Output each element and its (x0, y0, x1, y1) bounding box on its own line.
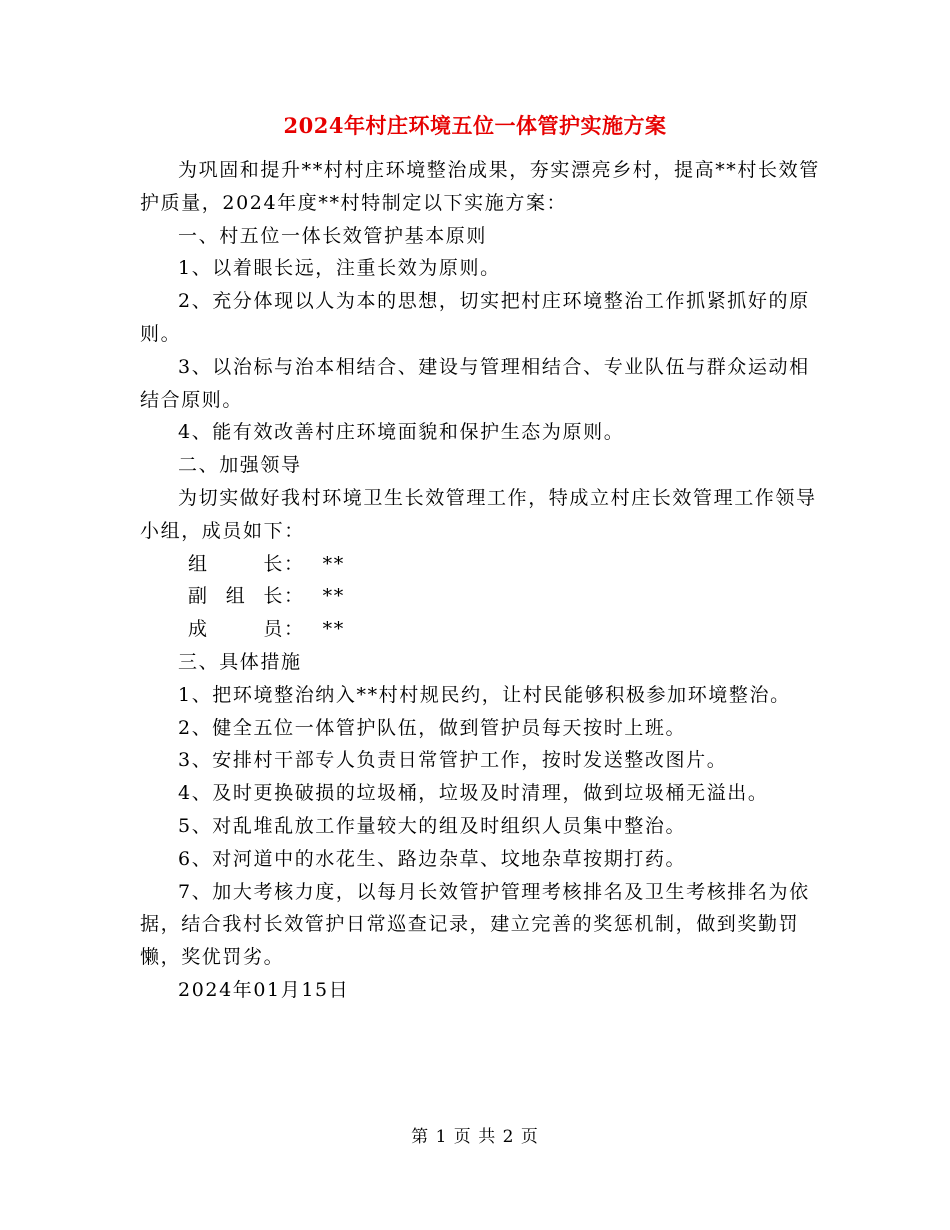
member-row-deputy (140, 580, 830, 613)
page-footer: 第 1 页 共 2 页 (411, 1127, 539, 1147)
section-heading-1: 一、村五位一体长效管护基本原则 (178, 224, 488, 247)
member-role: 成员 (188, 618, 284, 641)
document-date: 2024年01月15日 (178, 978, 350, 1001)
measure-1: 1、把环境整治纳入**村村规民约，让村民能够积极参加环境整治。 (178, 683, 791, 706)
member-name: ** (322, 585, 345, 608)
member-row-leader (140, 548, 830, 581)
member-role: 组长 (188, 552, 284, 575)
measure-5: 5、对乱堆乱放工作量较大的组及时组织人员集中整治。 (178, 814, 687, 837)
measure-7: 7、加大考核力度，以每月长效管护管理考核排名及卫生考核排名为依据，结合我村长效管护日常巡查记录，建立完善的奖惩机制，做到奖勤罚懒，奖优罚劣。 (140, 880, 810, 969)
principle-3: 3、以治标与治本相结合、建设与管理相结合、专业队伍与群众运动相结合原则。 (140, 355, 810, 411)
section-heading-3: 三、具体措施 (178, 650, 302, 673)
measure-3: 3、安排村干部专人负责日常管护工作，按时发送整改图片。 (178, 749, 728, 772)
member-name: ** (322, 618, 345, 641)
member-role: 副组长 (188, 585, 284, 608)
principle-2: 2、充分体现以人为本的思想，切实把村庄环境整治工作抓紧抓好的原则。 (140, 290, 810, 345)
member-colon: ： (284, 618, 305, 641)
principle-1: 1、以着眼长远，注重长效为原则。 (178, 257, 501, 280)
member-colon: ： (284, 552, 305, 575)
member-colon: ： (284, 585, 305, 608)
section-heading-2: 二、加强领导 (178, 454, 302, 477)
member-name: ** (322, 552, 345, 575)
measure-2: 2、健全五位一体管护队伍，做到管护员每天按时上班。 (178, 716, 687, 739)
document-body (140, 154, 830, 1007)
member-row-members (140, 613, 830, 646)
document-title: 2024年村庄环境五位一体管护实施方案 (283, 113, 667, 138)
measure-6: 6、对河道中的水花生、路边杂草、坟地杂草按期打药。 (178, 847, 687, 870)
measure-4: 4、及时更换破损的垃圾桶，垃圾及时清理，做到垃圾桶无溢出。 (178, 782, 769, 805)
principle-4: 4、能有效改善村庄环境面貌和保护生态为原则。 (178, 421, 625, 444)
intro-paragraph: 为巩固和提升**村村庄环境整治成果，夯实漂亮乡村，提高**村长效管护质量，2024年度**村特制定以下实施方案： (140, 159, 820, 214)
leadership-paragraph: 为切实做好我村环境卫生长效管理工作，特成立村庄长效管理工作领导小组，成员如下： (140, 486, 817, 542)
